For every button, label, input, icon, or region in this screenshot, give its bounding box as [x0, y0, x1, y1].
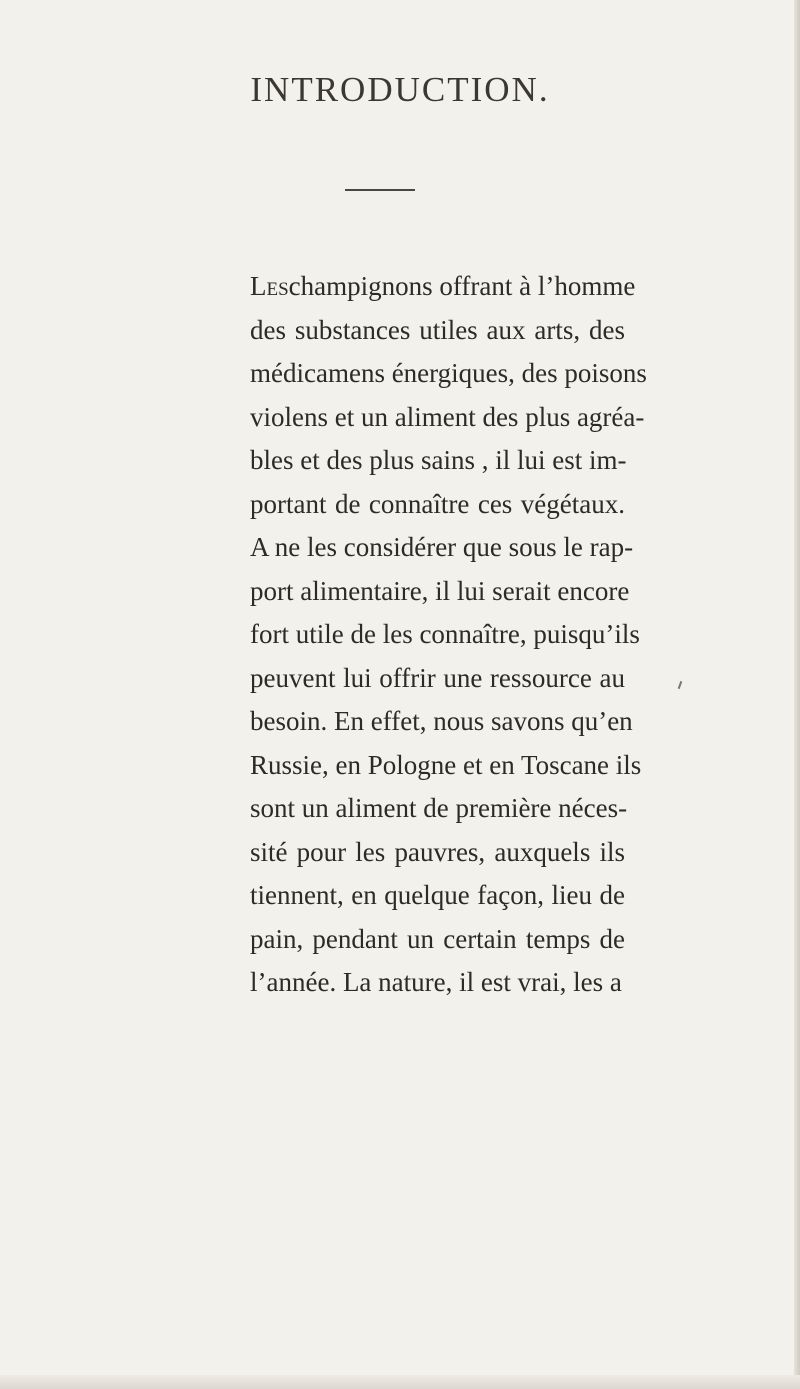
text-line: Russie, en Pologne et en Toscane ils: [250, 749, 642, 780]
text-line: l’année. La nature, il est vrai, les a: [250, 967, 622, 997]
page-edge-bottom: [0, 1375, 800, 1389]
text-line: fort utile de les connaître, puisqu’ils: [250, 619, 640, 649]
text-line: Leschampignons offrant à l’homme: [250, 271, 636, 301]
text-line: sont un aliment de première néces-: [250, 793, 628, 823]
text-line: peuvent lui offrir une ressource au: [250, 662, 625, 693]
heading-rule: [345, 189, 415, 191]
text-line: pain, pendant un certain temps de: [250, 923, 625, 954]
page-heading: INTRODUCTION.: [250, 70, 550, 109]
text-line: bles et des plus sains , il lui est im-: [250, 445, 627, 475]
body-paragraph: [250, 265, 647, 1005]
text-line: médicamens énergiques, des poisons: [250, 358, 647, 388]
text-line: port alimentaire, il lui serait encore: [250, 575, 630, 606]
text-line: portant de connaître ces végétaux.: [250, 488, 625, 519]
text-line: sité pour les pauvres, auxquels ils: [250, 836, 625, 867]
text-line: A ne les considérer que sous le rap-: [250, 532, 634, 562]
text-line: tiennent, en quelque façon, lieu de: [250, 880, 625, 910]
text-line: violens et un aliment des plus agréa-: [250, 401, 645, 432]
margin-mark: [678, 681, 683, 689]
page-edge-right: [794, 0, 800, 1389]
text-line: des substances utiles aux arts, des: [250, 314, 625, 345]
paragraph-opening-word: Les: [250, 271, 289, 301]
text-line: besoin. En effet, nous savons qu’en: [250, 706, 633, 736]
